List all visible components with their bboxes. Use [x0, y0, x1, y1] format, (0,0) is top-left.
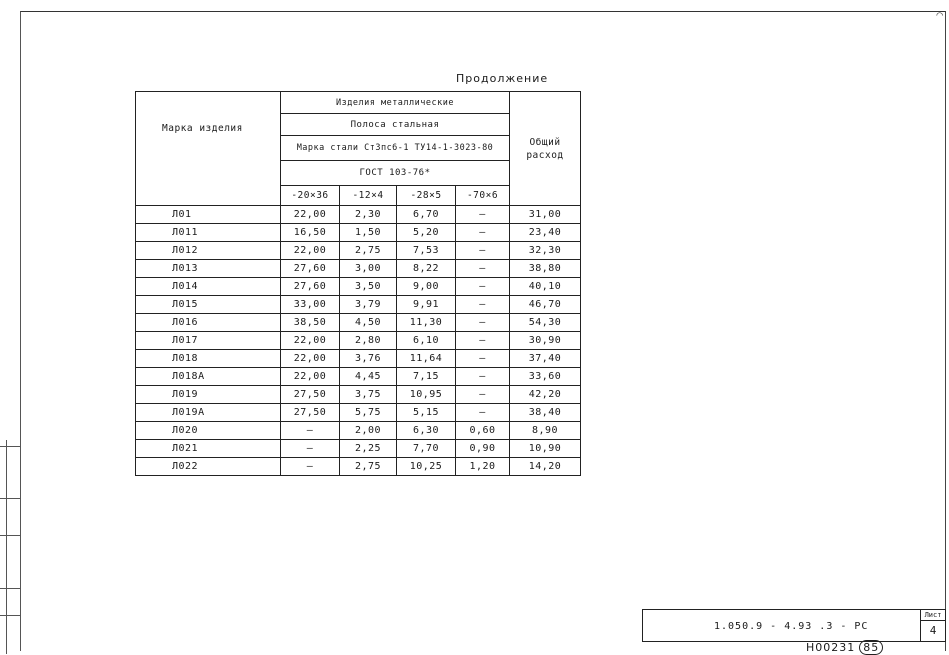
- value-col-3: 11,30: [397, 314, 456, 332]
- table-row: [136, 332, 581, 350]
- item-mark: Л019А: [136, 404, 281, 422]
- size-header: -12×4: [340, 186, 397, 206]
- value-col-2: 3,00: [340, 260, 397, 278]
- value-col-3: 8,22: [397, 260, 456, 278]
- total-header: Общий расход: [510, 92, 581, 206]
- total-value: 32,30: [510, 242, 581, 260]
- table-row: [136, 278, 581, 296]
- item-mark: Л017: [136, 332, 281, 350]
- value-col-4: –: [456, 314, 510, 332]
- item-mark: Л013: [136, 260, 281, 278]
- value-col-3: 5,15: [397, 404, 456, 422]
- value-col-3: 7,15: [397, 368, 456, 386]
- table-row: [136, 440, 581, 458]
- value-col-4: –: [456, 296, 510, 314]
- value-col-3: 11,64: [397, 350, 456, 368]
- value-col-2: 1,50: [340, 224, 397, 242]
- value-col-2: 2,30: [340, 206, 397, 224]
- binding-strip-line: [6, 440, 7, 654]
- binding-strip: [0, 440, 20, 654]
- item-mark: Л022: [136, 458, 281, 476]
- binding-strip-divider: [0, 535, 20, 536]
- table-row: [136, 422, 581, 440]
- value-col-3: 9,91: [397, 296, 456, 314]
- table-row: [136, 224, 581, 242]
- value-col-3: 10,25: [397, 458, 456, 476]
- total-value: 30,90: [510, 332, 581, 350]
- size-header: -20×36: [281, 186, 340, 206]
- table-row: [136, 206, 581, 224]
- inventory-suffix: 85: [859, 640, 883, 655]
- item-mark: Л012: [136, 242, 281, 260]
- value-col-1: 22,00: [281, 350, 340, 368]
- value-col-2: 2,00: [340, 422, 397, 440]
- value-col-3: 5,20: [397, 224, 456, 242]
- continuation-label: Продолжение: [456, 72, 549, 85]
- value-col-4: –: [456, 332, 510, 350]
- total-value: 54,30: [510, 314, 581, 332]
- value-col-2: 3,50: [340, 278, 397, 296]
- gost-header: ГОСТ 103-76*: [281, 161, 510, 186]
- item-mark: Л01: [136, 206, 281, 224]
- title-block: [642, 609, 921, 642]
- total-value: 14,20: [510, 458, 581, 476]
- item-mark: Л018А: [136, 368, 281, 386]
- total-value: 46,70: [510, 296, 581, 314]
- value-col-4: –: [456, 368, 510, 386]
- binding-strip-divider: [0, 588, 20, 589]
- corner-mark: ⌒: [936, 8, 943, 21]
- total-value: 23,40: [510, 224, 581, 242]
- value-col-1: –: [281, 458, 340, 476]
- total-value: 33,60: [510, 368, 581, 386]
- value-col-4: –: [456, 224, 510, 242]
- value-col-2: 3,75: [340, 386, 397, 404]
- table-row: [136, 404, 581, 422]
- value-col-2: 2,75: [340, 458, 397, 476]
- value-col-4: –: [456, 350, 510, 368]
- mark-header: Марка изделия: [136, 92, 281, 206]
- value-col-1: 27,60: [281, 278, 340, 296]
- total-value: 10,90: [510, 440, 581, 458]
- table-row: [136, 314, 581, 332]
- value-col-4: –: [456, 260, 510, 278]
- sheet-number: 4: [929, 624, 937, 637]
- size-header: -70×6: [456, 186, 510, 206]
- table-row: [136, 368, 581, 386]
- items-group-header: Изделия металлические: [281, 92, 510, 114]
- item-mark: Л021: [136, 440, 281, 458]
- value-col-1: 22,00: [281, 206, 340, 224]
- value-col-4: –: [456, 386, 510, 404]
- binding-strip-divider: [0, 446, 20, 447]
- value-col-2: 5,75: [340, 404, 397, 422]
- total-value: 8,90: [510, 422, 581, 440]
- total-value: 37,40: [510, 350, 581, 368]
- total-value: 31,00: [510, 206, 581, 224]
- sheet-box: [920, 609, 946, 642]
- table-row: [136, 296, 581, 314]
- total-value: 38,40: [510, 404, 581, 422]
- total-value: 38,80: [510, 260, 581, 278]
- value-col-3: 7,53: [397, 242, 456, 260]
- value-col-2: 3,79: [340, 296, 397, 314]
- consumption-table: [135, 91, 581, 476]
- material-header: Полоса стальная: [281, 114, 510, 136]
- value-col-3: 9,00: [397, 278, 456, 296]
- value-col-3: 6,30: [397, 422, 456, 440]
- value-col-3: 10,95: [397, 386, 456, 404]
- value-col-1: 27,60: [281, 260, 340, 278]
- value-col-2: 2,75: [340, 242, 397, 260]
- table-row: [136, 350, 581, 368]
- sheet-label: Лист: [921, 610, 945, 621]
- inventory-code: Н00231: [806, 641, 856, 654]
- value-col-4: 0,60: [456, 422, 510, 440]
- value-col-1: 22,00: [281, 242, 340, 260]
- value-col-4: 0,90: [456, 440, 510, 458]
- value-col-1: 22,00: [281, 368, 340, 386]
- value-col-4: –: [456, 404, 510, 422]
- value-col-4: –: [456, 242, 510, 260]
- item-mark: Л011: [136, 224, 281, 242]
- value-col-4: –: [456, 206, 510, 224]
- value-col-2: 3,76: [340, 350, 397, 368]
- document-code: 1.050.9 - 4.93 .3 - РС: [714, 621, 869, 632]
- item-mark: Л020: [136, 422, 281, 440]
- value-col-4: 1,20: [456, 458, 510, 476]
- value-col-3: 7,70: [397, 440, 456, 458]
- item-mark: Л018: [136, 350, 281, 368]
- value-col-2: 4,45: [340, 368, 397, 386]
- table-row: [136, 260, 581, 278]
- binding-strip-divider: [0, 615, 20, 616]
- value-col-2: 2,80: [340, 332, 397, 350]
- table-row: [136, 386, 581, 404]
- value-col-1: 16,50: [281, 224, 340, 242]
- value-col-1: –: [281, 440, 340, 458]
- steel-grade-header: Марка стали Ст3пс6-1 ТУ14-1-3023-80: [281, 136, 510, 161]
- value-col-3: 6,70: [397, 206, 456, 224]
- item-mark: Л019: [136, 386, 281, 404]
- table-row: [136, 242, 581, 260]
- value-col-2: 2,25: [340, 440, 397, 458]
- total-value: 40,10: [510, 278, 581, 296]
- item-mark: Л015: [136, 296, 281, 314]
- total-value: 42,20: [510, 386, 581, 404]
- item-mark: Л016: [136, 314, 281, 332]
- value-col-1: 27,50: [281, 404, 340, 422]
- inventory-number: [806, 640, 883, 655]
- value-col-1: 27,50: [281, 386, 340, 404]
- item-mark: Л014: [136, 278, 281, 296]
- value-col-4: –: [456, 278, 510, 296]
- size-header: -28×5: [397, 186, 456, 206]
- value-col-1: –: [281, 422, 340, 440]
- value-col-1: 22,00: [281, 332, 340, 350]
- value-col-1: 33,00: [281, 296, 340, 314]
- value-col-2: 4,50: [340, 314, 397, 332]
- table-row: [136, 458, 581, 476]
- value-col-1: 38,50: [281, 314, 340, 332]
- binding-strip-divider: [0, 498, 20, 499]
- value-col-3: 6,10: [397, 332, 456, 350]
